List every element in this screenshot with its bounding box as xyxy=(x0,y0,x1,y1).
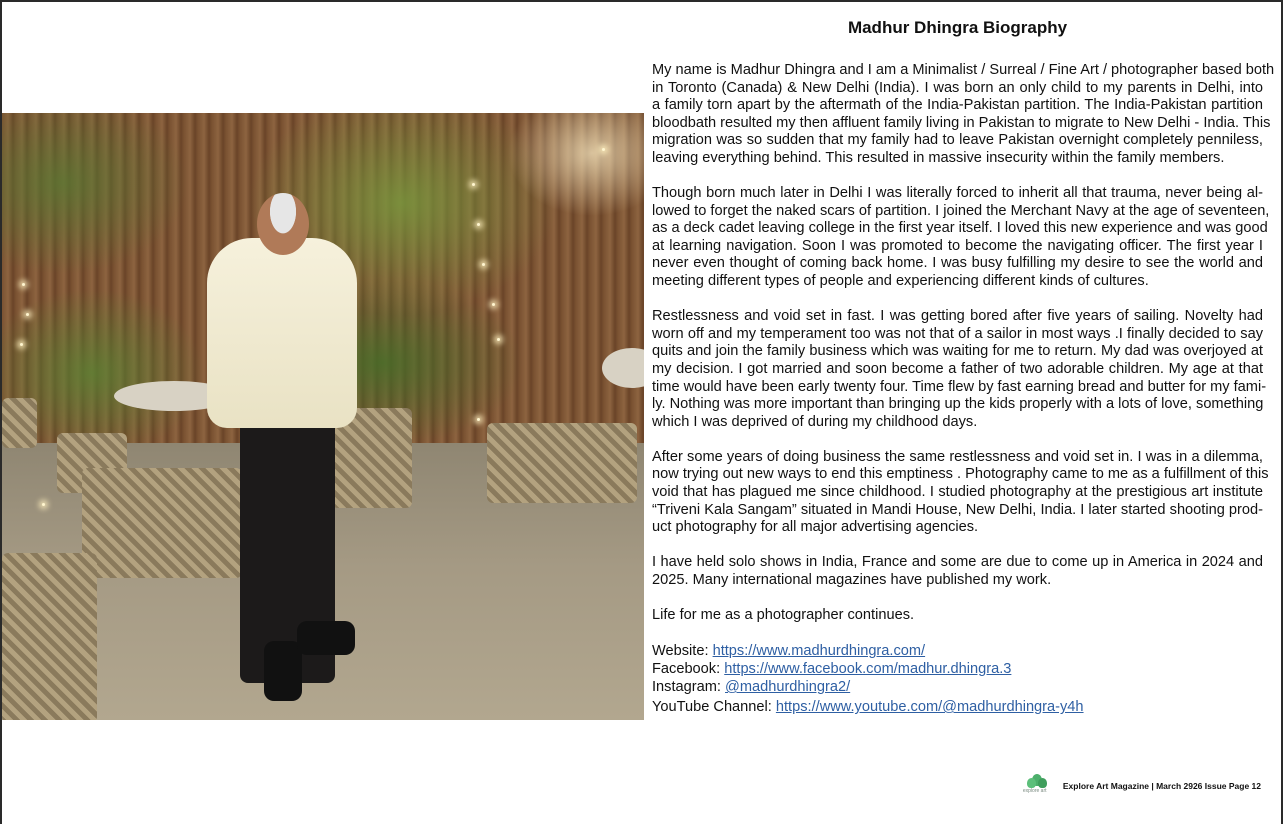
text-line: “Triveni Kala Sangam” situated in Mandi House, New Delhi, India. I later started shooting prod- xyxy=(652,501,1263,518)
string-light xyxy=(477,223,480,226)
photo-chair xyxy=(487,423,637,503)
logo-leaf xyxy=(1027,778,1036,788)
website-link[interactable]: https://www.madhurdhingra.com/ xyxy=(712,643,926,660)
string-light xyxy=(602,148,605,151)
footer-issue-text: Explore Art Magazine | March 2926 Issue Page 12 xyxy=(1062,781,1261,791)
text-line: bloodbath resulted my then affluent family living in Pakistan to migrate to New Delhi - India. This xyxy=(652,114,1271,131)
string-light xyxy=(472,183,475,186)
website-row xyxy=(652,642,1263,660)
text-line: in Toronto (Canada) & New Delhi (India). I was born an only child to my parents in Delhi, into xyxy=(652,79,1263,96)
instagram-label: Instagram: xyxy=(652,679,721,696)
photo-table xyxy=(602,348,644,388)
string-light xyxy=(497,338,500,341)
person-shoe xyxy=(297,621,355,655)
text-line: My name is Madhur Dhingra and I am a Minimalist / Surreal / Fine Art / photographer based both xyxy=(652,62,1275,78)
text-line: uct photography for all major advertising agencies. xyxy=(652,519,979,536)
facebook-link[interactable]: https://www.facebook.com/madhur.dhingra.3 xyxy=(724,661,1012,678)
magazine-page xyxy=(2,2,1281,824)
text-line: never even thought of coming back home. I was busy fulfilling my desire to see the world and xyxy=(652,255,1263,272)
biography-text xyxy=(652,62,1275,716)
string-light xyxy=(482,263,485,266)
logo-leaf xyxy=(1038,778,1047,788)
explore-art-logo-icon xyxy=(1023,774,1051,798)
text-line: a family torn apart by the aftermath of the India-Pakistan partition. The India-Pakistan partition xyxy=(652,97,1263,114)
person-shoe xyxy=(264,641,302,701)
bio-paragraph xyxy=(652,185,1270,291)
string-light xyxy=(22,283,25,286)
text-line: migration was so sudden that my family had to leave Pakistan overnight completely penniless, xyxy=(652,132,1263,149)
page-title: Madhur Dhingra Biography xyxy=(847,18,1068,37)
text-line: lowed to forget the naked scars of partition. I joined the Merchant Navy at the age of seventeen, xyxy=(652,202,1270,219)
bio-paragraph xyxy=(652,62,1275,168)
text-line: time would have been early twenty four. Time flew by fast earning bread and butter for my fami- xyxy=(652,378,1267,395)
contact-links xyxy=(652,642,1263,716)
bio-paragraph xyxy=(652,308,1267,431)
text-line: at learning navigation. Soon I was promoted to become the navigating officer. The first year I xyxy=(652,237,1263,254)
photo-chair xyxy=(2,553,97,720)
person-sweater xyxy=(207,238,357,428)
text-line: meeting different types of people and experiencing different kinds of cultures. xyxy=(652,273,1149,290)
string-light xyxy=(42,503,45,506)
youtube-label: YouTube Channel: xyxy=(652,699,772,716)
text-line: leaving everything behind. This resulted in massive insecurity within the family members. xyxy=(652,149,1225,166)
text-line: now trying out new ways to end this emptiness . Photography came to me as a fulfillment of this xyxy=(652,466,1269,483)
text-line: After some years of doing business the same restlessness and void set in. I was in a dilemma, xyxy=(652,448,1263,465)
instagram-row xyxy=(652,678,1263,696)
text-line: worn off and my temperament too was not that of a sailor in most ways .I finally decided to say xyxy=(652,325,1263,342)
text-line: my decision. I got married and soon become a father of two adorable children. My age at that xyxy=(652,360,1263,377)
facebook-row xyxy=(652,660,1263,678)
photo-chair xyxy=(82,468,242,578)
text-line: as a deck cadet leaving college in the first year itself. I loved this new experience and was good xyxy=(652,220,1268,237)
string-light xyxy=(492,303,495,306)
bio-paragraph xyxy=(652,554,1263,589)
website-label: Website: xyxy=(652,643,709,660)
text-line: which I was deprived of during my childhood days. xyxy=(652,413,978,430)
text-line: Restlessness and void set in fast. I was getting bored after five years of sailing. Novelty had xyxy=(652,308,1263,325)
logo-text: explore art xyxy=(1022,788,1047,794)
string-light xyxy=(26,313,29,316)
person-head xyxy=(257,193,309,255)
facebook-label: Facebook: xyxy=(652,661,721,678)
youtube-link[interactable]: https://www.youtube.com/@madhurdhingra-y4h xyxy=(775,699,1084,716)
text-line: quits and join the family business which was waiting for me to return. My dad was overjoyed at xyxy=(652,343,1263,360)
string-light xyxy=(477,418,480,421)
portrait-photo xyxy=(2,113,644,720)
text-line: ly. Nothing was more important than bringing up the kids properly with a lots of love, something xyxy=(652,396,1264,413)
instagram-link[interactable]: @madhurdhingra2/ xyxy=(725,679,851,696)
text-line: I have held solo shows in India, France and some are due to come up in America in 2024 and xyxy=(652,554,1263,571)
text-line: Life for me as a photographer continues. xyxy=(652,606,915,623)
bio-paragraph xyxy=(652,448,1269,537)
string-light xyxy=(20,343,23,346)
page-footer xyxy=(1023,774,1261,798)
bio-paragraph xyxy=(652,607,1263,625)
text-line: 2025. Many international magazines have published my work. xyxy=(652,571,1052,588)
text-line: Though born much later in Delhi I was literally forced to inherit all that trauma, never being al- xyxy=(652,185,1263,202)
photo-chair xyxy=(2,398,37,448)
youtube-row xyxy=(652,698,1263,716)
text-line: void that has plagued me since childhood. I studied photography at the prestigious art institute xyxy=(652,483,1263,500)
